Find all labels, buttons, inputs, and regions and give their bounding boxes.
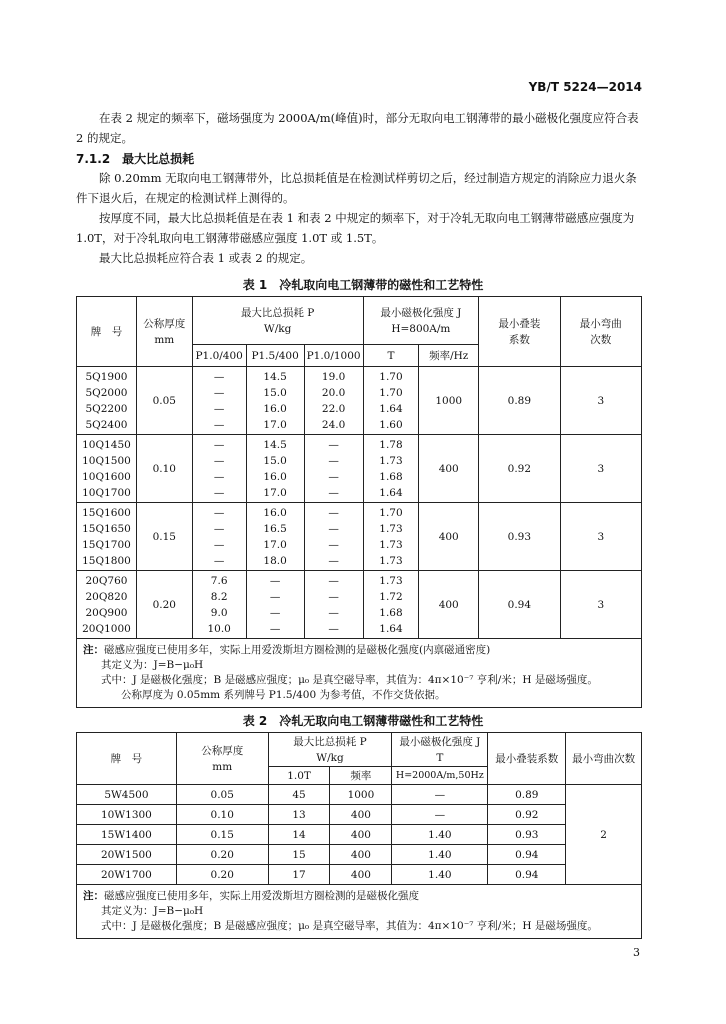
loss-cell: 15 (268, 845, 330, 865)
table-row (77, 805, 642, 825)
t2-header-thickness: 公称厚度 mm (176, 733, 268, 785)
freq-cell: 400 (330, 825, 392, 845)
table1 (76, 296, 642, 708)
t1-header-loss: 最大比总损耗 P W/kg (192, 297, 363, 345)
p3-cell: — — — — (304, 435, 363, 503)
p3-cell: 19.0 20.0 22.0 24.0 (304, 367, 363, 435)
t2-header-bend: 最小弯曲次数 (566, 733, 642, 785)
grade-cell: 5W4500 (77, 785, 177, 805)
t2-header-loss-1t: 1.0T (268, 767, 330, 785)
grade-cell: 15Q1600 15Q1650 15Q1700 15Q1800 (77, 503, 137, 571)
t1-header-p3: P1.0/1000 (304, 345, 363, 367)
stack-cell: 0.94 (488, 865, 566, 885)
t1-header-p1: P1.0/400 (192, 345, 246, 367)
t1-header-stacking: 最小叠装 系数 (479, 297, 560, 367)
t-cell: 1.70 1.70 1.64 1.60 (363, 367, 419, 435)
table1-notes (77, 639, 642, 708)
grade-cell: 5Q1900 5Q2000 5Q2200 5Q2400 (77, 367, 137, 435)
table-row (77, 367, 642, 435)
stack-cell: 0.92 (488, 805, 566, 825)
note-text: 式中：J 是磁极化强度；B 是磁感应强度；μ₀ 是真空磁导率，其值为：4π×10⁻⁷ 亨利/米；H 是磁场强度。 (101, 674, 598, 686)
note-text: 其定义为：J=B−μ₀H (101, 905, 204, 917)
freq-cell: 400 (419, 435, 479, 503)
bend-cell: 3 (560, 503, 641, 571)
stack-cell: 0.89 (479, 367, 560, 435)
note-text: 磁感应强度已使用多年，实际上用爱泼斯坦方圈检测的是磁极化强度 (104, 890, 419, 902)
loss-cell: 14 (268, 825, 330, 845)
t-cell: 1.70 1.73 1.73 1.73 (363, 503, 419, 571)
t2-header-condition: H=2000A/m,50Hz (392, 767, 488, 785)
stack-cell: 0.94 (488, 845, 566, 865)
t1-header-freq: 频率/Hz (419, 345, 479, 367)
t-cell: 1.78 1.73 1.68 1.64 (363, 435, 419, 503)
stack-cell: 0.93 (479, 503, 560, 571)
section-heading: 7.1.2 最大比总损耗 (76, 152, 195, 166)
table-row (77, 435, 642, 503)
p1-cell: 7.6 8.2 9.0 10.0 (192, 571, 246, 639)
thickness-cell: 0.05 (176, 785, 268, 805)
table2-notes (77, 885, 642, 939)
table2 (76, 732, 642, 939)
bend-cell: 3 (560, 367, 641, 435)
note-label: 注： (83, 890, 104, 902)
grade-cell: 10Q1450 10Q1500 10Q1600 10Q1700 (77, 435, 137, 503)
p1-cell: — — — — (192, 503, 246, 571)
t1-header-bend: 最小弯曲 次数 (560, 297, 641, 367)
note-text: 式中：J 是磁极化强度；B 是磁感应强度；μ₀ 是真空磁导率，其值为：4π×10⁻⁷ 亨利/米；H 是磁场强度。 (101, 920, 598, 932)
grade-cell: 20Q760 20Q820 20Q900 20Q1000 (77, 571, 137, 639)
p3-cell: — — — — (304, 503, 363, 571)
p1-cell: — — — — (192, 367, 246, 435)
t2-header-polarization: 最小磁极化强度 J T (392, 733, 488, 767)
freq-cell: 400 (330, 805, 392, 825)
paragraph-loss-requirement: 最大比总损耗应符合表 1 或表 2 的规定。 (99, 251, 313, 265)
thickness-cell: 0.20 (136, 571, 192, 639)
grade-cell: 20W1500 (77, 845, 177, 865)
freq-cell: 400 (419, 571, 479, 639)
freq-cell: 400 (330, 845, 392, 865)
standard-number: YB/T 5224—2014 (528, 80, 642, 94)
t1-header-grade: 牌 号 (77, 297, 137, 367)
stack-cell: 0.89 (488, 785, 566, 805)
stack-cell: 0.92 (479, 435, 560, 503)
table-row (77, 865, 642, 885)
p1-cell: — — — — (192, 435, 246, 503)
table2-title: 表 2 冷轧无取向电工钢薄带磁性和工艺特性 (242, 714, 484, 728)
bend-cell: 3 (560, 435, 641, 503)
stack-cell: 0.94 (479, 571, 560, 639)
table-row (77, 825, 642, 845)
table2-notes-row (77, 885, 642, 939)
t-cell: 1.73 1.72 1.68 1.64 (363, 571, 419, 639)
polar-cell: — (392, 785, 488, 805)
table1-title: 表 1 冷轧取向电工钢薄带的磁性和工艺特性 (242, 278, 484, 292)
t2-header-grade: 牌 号 (77, 733, 177, 785)
freq-cell: 400 (419, 503, 479, 571)
t2-header-stacking: 最小叠装系数 (488, 733, 566, 785)
thickness-cell: 0.05 (136, 367, 192, 435)
thickness-cell: 0.15 (136, 503, 192, 571)
t1-header-polarization: 最小磁极化强度 J H=800A/m (363, 297, 478, 345)
t2-header-loss: 最大比总损耗 P W/kg (268, 733, 392, 767)
paragraph-intro: 在表 2 规定的频率下，磁场强度为 2000A/m(峰值)时，部分无取向电工钢薄带的最小磁极化强度应符合表 2 的规定。 (76, 111, 639, 145)
page-number: 3 (633, 946, 640, 959)
paragraph-loss-frequency: 按厚度不同，最大比总损耗值是在表 1 和表 2 中规定的频率下，对于冷轧无取向电工钢薄带磁感应强度为 1.0T，对于冷轧取向电工钢薄带磁感应强度 1.0T 或 1.5T。 (76, 211, 635, 245)
note-text: 磁感应强度已使用多年，实际上用爱泼斯坦方圈检测的是磁极化强度(内禀磁通密度) (104, 644, 491, 656)
thickness-cell: 0.15 (176, 825, 268, 845)
p2-cell: 14.5 15.0 16.0 17.0 (246, 435, 304, 503)
grade-cell: 20W1700 (77, 865, 177, 885)
thickness-cell: 0.10 (136, 435, 192, 503)
thickness-cell: 0.20 (176, 865, 268, 885)
t2-header-freq: 频率 (330, 767, 392, 785)
stack-cell: 0.93 (488, 825, 566, 845)
loss-cell: 13 (268, 805, 330, 825)
thickness-cell: 0.10 (176, 805, 268, 825)
freq-cell: 1000 (330, 785, 392, 805)
p2-cell: — — — — (246, 571, 304, 639)
polar-cell: 1.40 (392, 845, 488, 865)
t1-header-t: T (363, 345, 419, 367)
grade-cell: 10W1300 (77, 805, 177, 825)
note-label: 注： (83, 644, 104, 656)
note-text: 其定义为：J=B−μ₀H (101, 659, 204, 671)
t1-header-thickness: 公称厚度 mm (136, 297, 192, 367)
grade-cell: 15W1400 (77, 825, 177, 845)
table-row (77, 571, 642, 639)
bend-cell: 2 (566, 785, 642, 885)
polar-cell: 1.40 (392, 825, 488, 845)
table-row (77, 503, 642, 571)
table1-notes-row (77, 639, 642, 708)
thickness-cell: 0.20 (176, 845, 268, 865)
loss-cell: 17 (268, 865, 330, 885)
paragraph-loss-condition: 除 0.20mm 无取向电工钢薄带外，比总损耗值是在检测试样剪切之后，经过制造方规定的消除应力退火条件下退火后，在规定的检测试样上测得的。 (76, 171, 637, 205)
p2-cell: 16.0 16.5 17.0 18.0 (246, 503, 304, 571)
table-row (77, 845, 642, 865)
polar-cell: 1.40 (392, 865, 488, 885)
p2-cell: 14.5 15.0 16.0 17.0 (246, 367, 304, 435)
note-text: 公称厚度为 0.05mm 系列牌号 P1.5/400 为参考值，不作交货依据。 (121, 689, 446, 701)
polar-cell: — (392, 805, 488, 825)
freq-cell: 1000 (419, 367, 479, 435)
table-row (77, 785, 642, 805)
t1-header-p2: P1.5/400 (246, 345, 304, 367)
loss-cell: 45 (268, 785, 330, 805)
freq-cell: 400 (330, 865, 392, 885)
p3-cell: — — — — (304, 571, 363, 639)
bend-cell: 3 (560, 571, 641, 639)
